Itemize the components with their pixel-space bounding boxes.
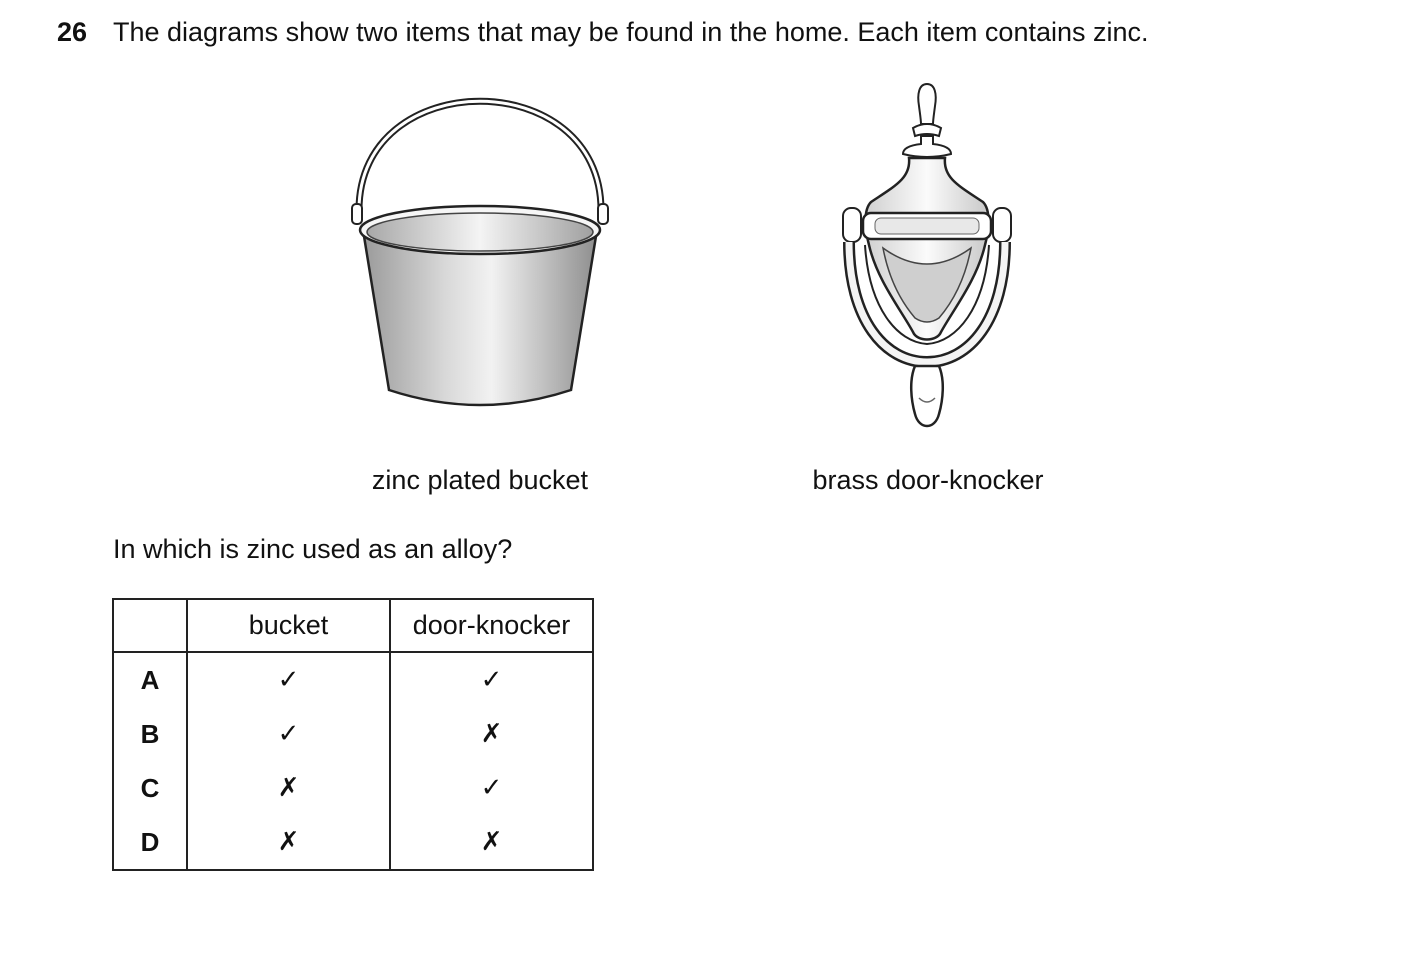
door-knocker-icon [835, 80, 1020, 432]
option-b-bucket-mark: ✓ [187, 707, 390, 761]
table-header-row [113, 599, 593, 652]
table-row [113, 707, 593, 761]
header-bucket: bucket [187, 599, 390, 652]
option-key-b: B [113, 707, 187, 761]
header-key [113, 599, 187, 652]
door-knocker-caption: brass door-knocker [812, 465, 1044, 495]
table-row [113, 815, 593, 870]
option-d-bucket-mark: ✗ [187, 815, 390, 870]
bucket-icon [345, 80, 615, 415]
option-d-door-knocker-mark: ✗ [390, 815, 593, 870]
option-a-bucket-mark: ✓ [187, 652, 390, 707]
question-prompt: In which is zinc used as an alloy? [113, 534, 513, 564]
option-c-door-knocker-mark: ✓ [390, 761, 593, 815]
option-key-a: A [113, 652, 187, 707]
option-b-door-knocker-mark: ✗ [390, 707, 593, 761]
answer-table [112, 598, 594, 871]
table-row [113, 761, 593, 815]
option-c-bucket-mark: ✗ [187, 761, 390, 815]
option-key-d: D [113, 815, 187, 870]
table-row [113, 652, 593, 707]
question-number: 26 [57, 17, 88, 47]
option-a-door-knocker-mark: ✓ [390, 652, 593, 707]
question-text: The diagrams show two items that may be found in the home. Each item contains zinc. [113, 17, 1149, 47]
bucket-caption: zinc plated bucket [371, 465, 589, 495]
option-key-c: C [113, 761, 187, 815]
header-door-knocker: door-knocker [390, 599, 593, 652]
